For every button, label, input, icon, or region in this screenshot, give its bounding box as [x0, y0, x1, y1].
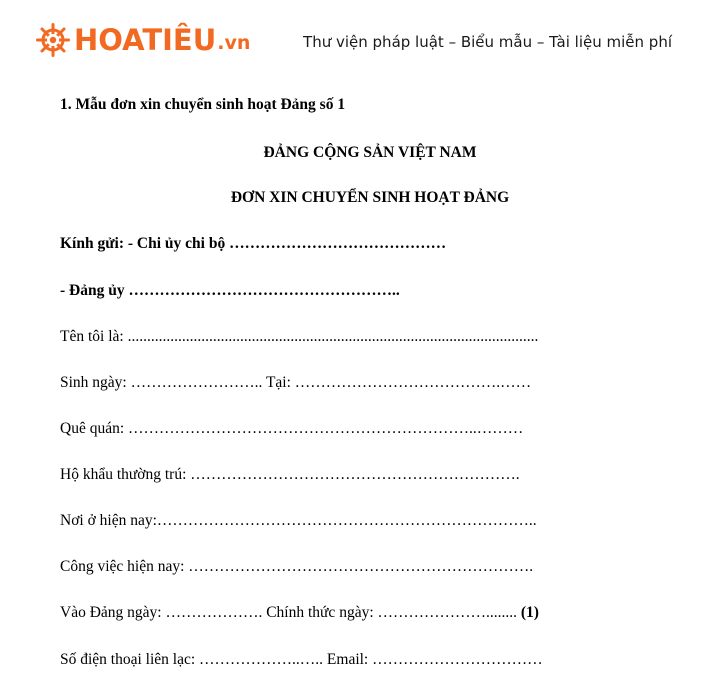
residence-field-line: Hộ khẩu thường trú: ……………………………………………………….	[60, 466, 520, 483]
party-name: ĐẢNG CỘNG SẢN VIỆT NAM	[263, 144, 477, 161]
section-title: 1. Mẫu đơn xin chuyển sinh hoạt Đảng số 1	[60, 96, 346, 113]
hoatieu-logo[interactable]	[36, 20, 250, 60]
recipient-line-2: - Đảng ủy ……………………………………………..	[60, 282, 400, 299]
recipient-line-1: Kính gửi: - Chi ủy chi bộ ……………………………………	[60, 235, 447, 252]
site-tagline: Thư viện pháp luật – Biểu mẫu – Tài liệu miễn phí	[303, 33, 672, 51]
hometown-field-line: Quê quán: …………………………………………………………..………	[60, 420, 524, 437]
current-address-field-line: Nơi ở hiện nay:………………………………………………………………..	[60, 512, 537, 529]
party-date-field-line	[60, 604, 539, 622]
name-field-line: Tên tôi là: ..........................................................................................................	[60, 328, 539, 345]
form-title: ĐƠN XIN CHUYỂN SINH HOẠT ĐẢNG	[230, 189, 510, 206]
ship-wheel-icon	[36, 23, 70, 57]
contact-field-line: Số điện thoại liên lạc: ………………..….. Email: ……………………………	[60, 651, 543, 668]
party-date-text: Vào Đảng ngày: ………………. Chính thức ngày: …………………........	[60, 604, 518, 621]
site-header	[0, 0, 708, 80]
logo-suffix: .vn	[217, 32, 251, 54]
logo-text: HOATIÊU	[74, 23, 217, 57]
job-field-line: Công việc hiện nay: ………………………………………………………….	[60, 558, 534, 575]
party-date-note: (1)	[520, 604, 539, 621]
birth-field-line: Sinh ngày: …………………….. Tại: ………………………………….……	[60, 374, 532, 391]
